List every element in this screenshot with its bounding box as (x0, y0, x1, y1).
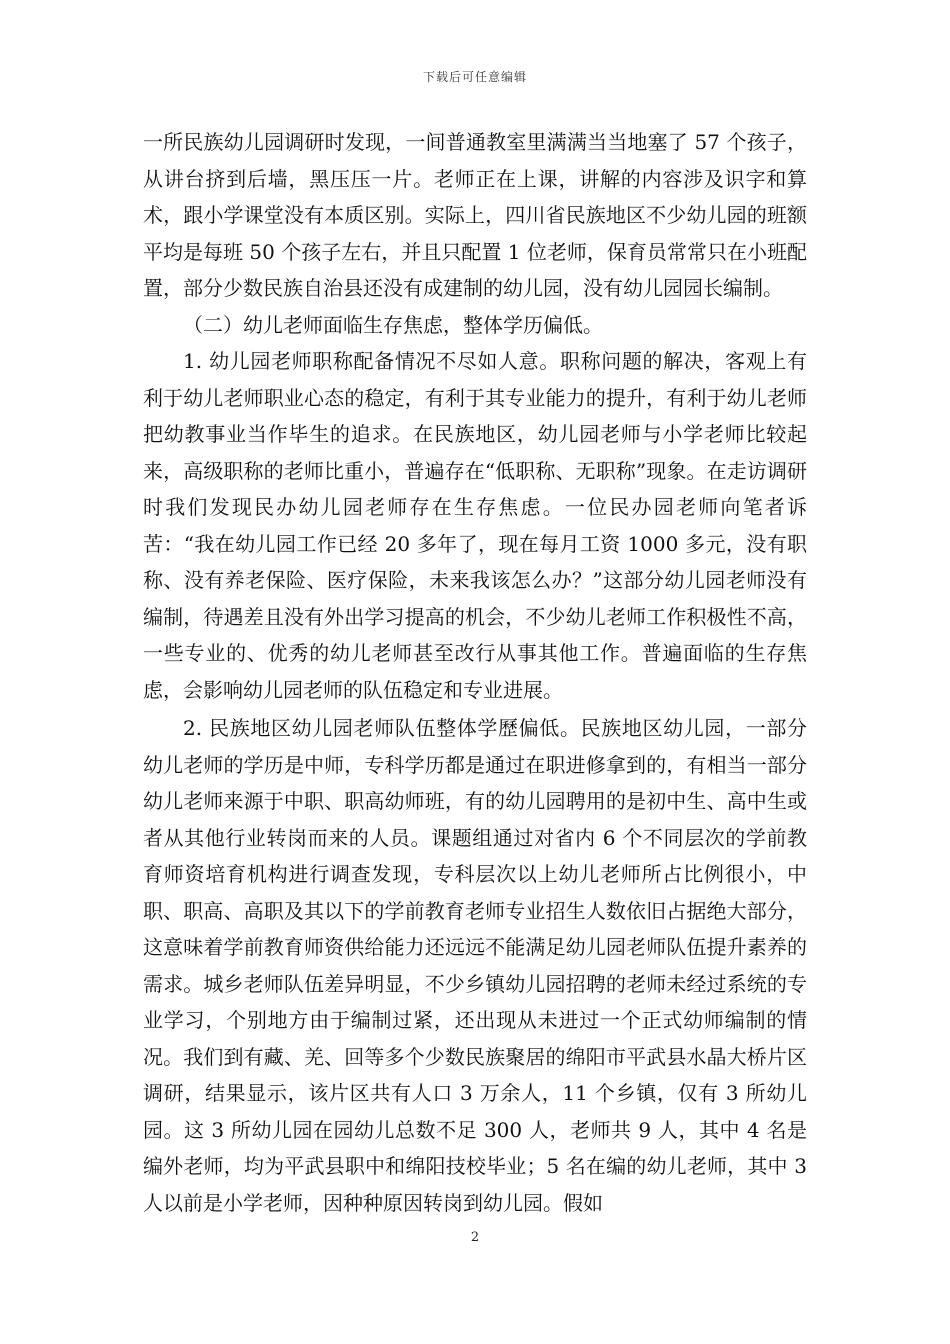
paragraph-education-level: 2. 民族地区幼儿园老师队伍整体学歷偏低。民族地区幼儿园，一部分幼儿老师的学历是中师，专科学历都是通过在职进修拿到的，有相当一部分幼儿老师来源于中职、职高幼师班，有的幼儿园聘用的是初中生、高中生或者从其他行业转岗而来的人员。课题组通过对省内 6 个不同层次的学前教育师资培育机构进行调查发现，专科层次以上幼儿老师所占比例很小，中职、职高、高职及其以下的学前教育老师专业招生人数依旧占据绝大部分，这意味着学前教育师资供给能力还远远不能满足幼儿园老师队伍提升素养的需求。城乡老师队伍差异明显，不少乡镇幼儿园招聘的老师未经过系统的专业学习，个别地方由于编制过紧，还出现从未进过一个正式幼师编制的情况。我们到有藏、羌、回等多个少数民族聚居的绵阳市平武县水晶大桥片区调研，结果显示，该片区共有人口 3 万余人，11 个乡镇，仅有 3 所幼儿园。这 3 所幼儿园在园幼儿总数不足 300 人，老师共 9 人，其中 4 名是编外老师，均为平武县职中和绵阳技校毕业；5 名在编的幼儿老师，其中 3 人以前是小学老师，因种种原因转岗到幼儿园。假如 (143, 716, 807, 1215)
section-heading: （二）幼儿老师面临生存焦虑，整体学历偏低。 (183, 312, 603, 337)
paragraph-title-qualification: 1. 幼儿园老师职称配备情况不尽如人意。职称问题的解决，客观上有利于幼儿老师职业心态的稳定，有利于其专业能力的提升，有利于幼儿老师把幼教事业当作毕生的追求。在民族地区，幼儿园老师与小学老师比较起来，高级职称的老师比重小，普遍存在“低职称、无职称”现象。在走访调研时我们发现民办幼儿园老师存在生存焦虑。一位民办园老师向笔者诉苦：“我在幼儿园工作已经 20 多年了，现在每月工资 1000 多元，没有职称、没有养老保险、医疗保险，未来我该怎么办？”这部分幼儿园老师没有编制，待遇差且没有外出学习提高的机会，不少幼儿老师工作积极性不高，一些专业的、优秀的幼儿老师甚至改行从事其他工作。普遍面临的生存焦虑，会影响幼儿园老师的队伍稳定和专业进展。 (143, 349, 807, 702)
page-header: 下载后可任意编辑 (422, 70, 527, 84)
page-number: 2 (470, 1230, 480, 1245)
document-body (143, 124, 807, 1221)
paragraph-continuation: 一所民族幼儿园调研时发现，一间普通教室里满满当当地塞了 57 个孩子，从讲台挤到后墙，黑压压一片。老师正在上课，讲解的内容涉及识字和算术，跟小学课堂没有本质区别。实际上，四川省民族地区不少幼儿园的班额平均是每班 50 个孩子左右，并且只配置 1 位老师，保育员常常只在小班配置，部分少数民族自治县还没有成建制的幼儿园，没有幼儿园园长编制。 (143, 130, 807, 300)
